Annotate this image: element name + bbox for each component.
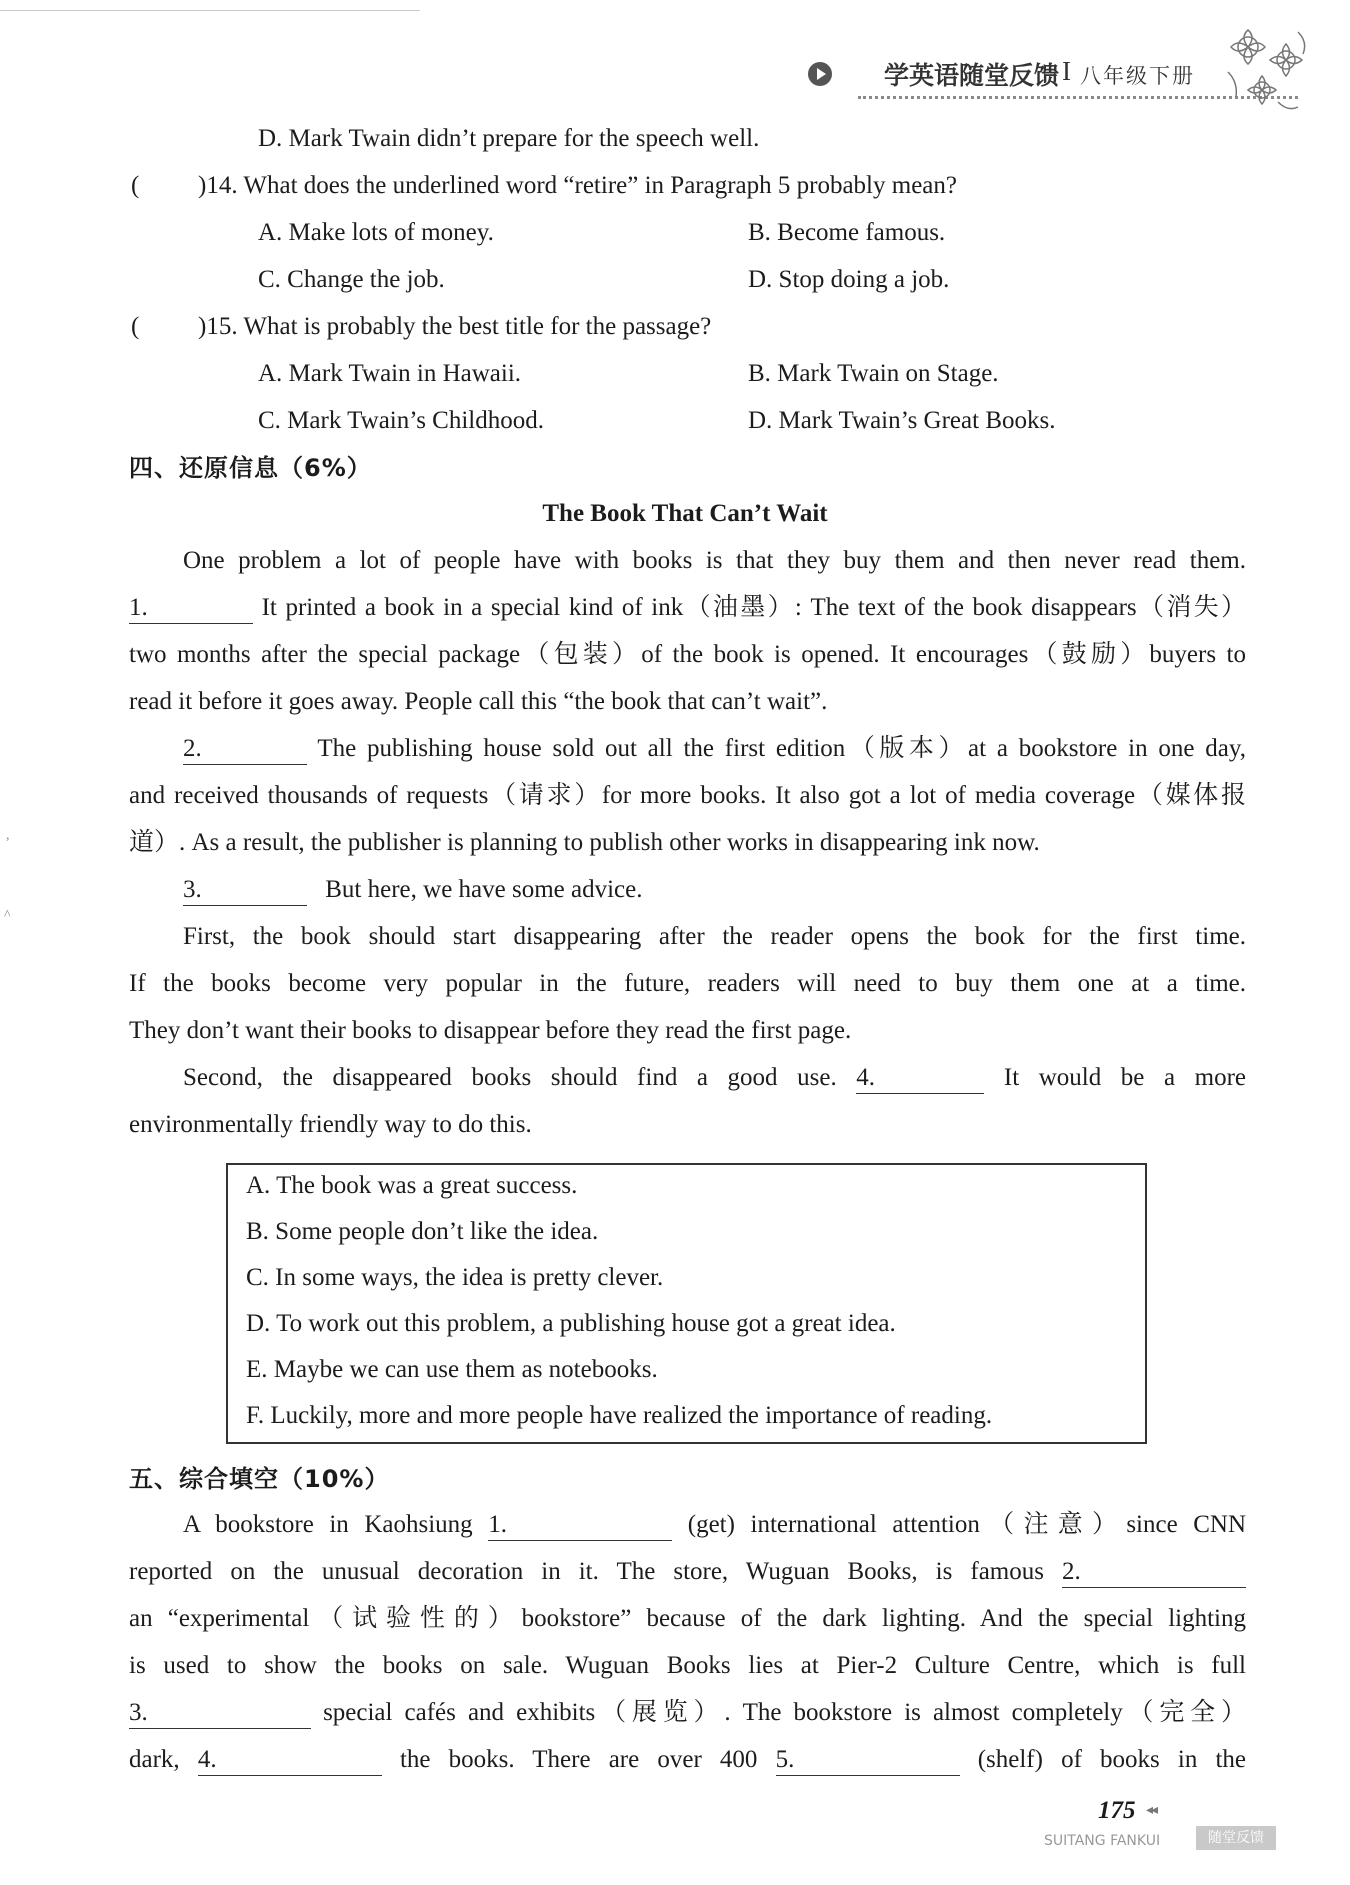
q15-option-d: D. Mark Twain’s Great Books. <box>748 407 1056 434</box>
s5-blank-2[interactable]: 2. <box>1062 1557 1246 1588</box>
footer-brand-pinyin: SUITANG FANKUI <box>1044 1833 1161 1849</box>
p3-line <box>183 875 643 906</box>
q15-option-b: B. Mark Twain on Stage. <box>748 360 999 387</box>
p4-line2: If the books become very popular in the future, readers will need to buy them one at a time. <box>129 970 1246 997</box>
blank-4[interactable]: 4. <box>856 1063 984 1094</box>
p3-text: But here, we have some advice. <box>325 876 643 903</box>
s5-line1-start: A bookstore in Kaohsiung <box>183 1511 473 1538</box>
s5-line4: is used to show the books on sale. Wuguan Books lies at Pier-2 Culture Centre, which is full <box>129 1652 1246 1679</box>
p2-line1-text: The publishing house sold out all the first edition（版本）at a bookstore in one day, <box>317 735 1246 762</box>
s5-blank-4[interactable]: 4. <box>198 1745 382 1776</box>
flower-decoration-icon <box>1218 12 1318 122</box>
p5-line1-rest: It would be a more <box>1003 1064 1247 1091</box>
passage-title: The Book That Can’t Wait <box>542 500 828 527</box>
p4-line3: They don’t want their books to disappear before they read the first page. <box>129 1017 852 1044</box>
s5-line1 <box>183 1510 1246 1541</box>
q13-option-d: D. Mark Twain didn’t prepare for the speech well. <box>258 125 760 152</box>
p4-line1: First, the book should start disappearing after the reader opens the book for the first time. <box>183 923 1246 950</box>
footer-brand-badge: 随堂反馈 <box>1196 1826 1276 1850</box>
s5-blank-5[interactable]: 5. <box>776 1745 960 1776</box>
s5-line5-rest: special cafés and exhibits（展览）. The bookstore is almost completely（完全） <box>323 1699 1246 1726</box>
q15-option-a: A. Mark Twain in Hawaii. <box>258 360 522 387</box>
header-separator: I <box>1062 56 1071 86</box>
s5-line6-mid: the books. There are over 400 <box>399 1746 758 1773</box>
q14-option-c: C. Change the job. <box>258 266 445 293</box>
option-d: D. To work out this problem, a publishing house got a great idea. <box>246 1310 896 1337</box>
q15-bracket[interactable]: ( <box>131 313 140 340</box>
p1-line3: two months after the special package（包装）of the book is opened. It encourages（鼓励）buyers to <box>129 641 1246 668</box>
top-rule <box>0 10 420 11</box>
s5-line1-rest: (get) international attention（注意）since CNN <box>687 1511 1247 1538</box>
option-a: A. The book was a great success. <box>246 1172 578 1199</box>
s5-line6-rest: (shelf) of books in the <box>977 1746 1247 1773</box>
option-f: F. Luckily, more and more people have realized the importance of reading. <box>246 1402 993 1429</box>
p2-line3: 道）. As a result, the publisher is planning to publish other works in disappearing ink now. <box>129 829 1040 856</box>
section4-heading: 四、还原信息（6%） <box>129 454 372 482</box>
s5-blank-1[interactable]: 1. <box>488 1510 672 1541</box>
p2-line2: and received thousands of requests（请求）for more books. It also got a lot of media coverage（媒体报 <box>129 782 1246 809</box>
p2-line1 <box>183 734 1246 765</box>
p5-line1-start: Second, the disappeared books should find a good use. <box>183 1064 837 1091</box>
q14-stem: )14. What does the underlined word “retire” in Paragraph 5 probably mean? <box>198 172 957 199</box>
s5-line2 <box>129 1557 1246 1588</box>
option-b: B. Some people don’t like the idea. <box>246 1218 599 1245</box>
q15-stem: )15. What is probably the best title for the passage? <box>198 313 712 340</box>
option-c: C. In some ways, the idea is pretty clever. <box>246 1264 664 1291</box>
s5-line3: an “experimental（试验性的）bookstore” because of the dark lighting. And the special lighting <box>129 1605 1246 1632</box>
q14-option-b: B. Become famous. <box>748 219 946 246</box>
p5-line2: environmentally friendly way to do this. <box>129 1111 532 1138</box>
header-grade: 八年级下册 <box>1080 64 1195 88</box>
s5-line2-start: reported on the unusual decoration in it. The store, Wuguan Books, is famous <box>129 1558 1044 1585</box>
s5-line6-start: dark, <box>129 1746 180 1773</box>
play-icon <box>808 62 832 86</box>
q14-bracket[interactable]: ( <box>131 172 140 199</box>
header-title: 学英语随堂反馈 <box>884 61 1060 90</box>
blank-3[interactable]: 3. <box>183 875 307 906</box>
p1-line2 <box>129 593 1246 624</box>
s5-line6 <box>129 1745 1246 1776</box>
p5-line1 <box>183 1063 1246 1094</box>
blank-2[interactable]: 2. <box>183 734 307 765</box>
p1-line4: read it before it goes away. People call this “the book that can’t wait”. <box>129 688 828 715</box>
margin-mark: , <box>6 828 10 843</box>
q14-option-a: A. Make lots of money. <box>258 219 494 246</box>
blank-1[interactable]: 1. <box>129 593 253 624</box>
q14-option-d: D. Stop doing a job. <box>748 266 950 293</box>
section5-heading: 五、综合填空（10%） <box>129 1465 390 1493</box>
page-number: 175 <box>1098 1797 1136 1824</box>
page-arrows-icon: ◂◂ <box>1146 1803 1157 1818</box>
s5-line5 <box>129 1698 1246 1729</box>
q15-option-c: C. Mark Twain’s Childhood. <box>258 407 544 434</box>
option-e: E. Maybe we can use them as notebooks. <box>246 1356 658 1383</box>
margin-mark: ^ <box>4 908 11 923</box>
p1-line2-text: It printed a book in a special kind of ink（油墨）: The text of the book disappears（消失） <box>261 594 1246 621</box>
p1-line1: One problem a lot of people have with books is that they buy them and then never read them. <box>183 547 1246 574</box>
s5-blank-3[interactable]: 3. <box>129 1698 311 1729</box>
